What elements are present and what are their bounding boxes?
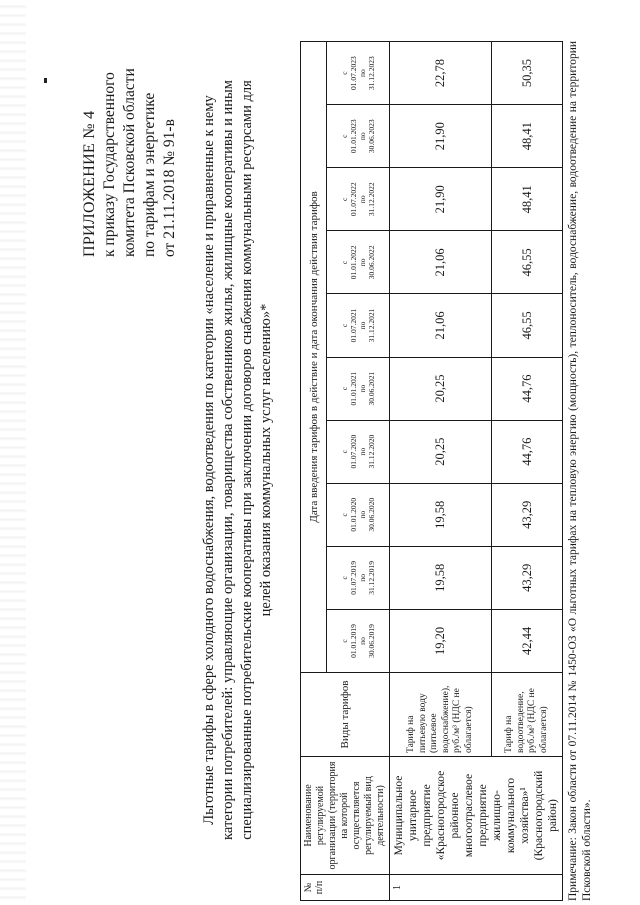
period-from: с bbox=[340, 197, 350, 201]
tariff-value: 46,55 bbox=[492, 231, 563, 294]
period-d1: 01.07.2019 bbox=[349, 560, 359, 595]
period-header bbox=[327, 42, 390, 105]
period-d2: 31.12.2020 bbox=[367, 434, 377, 469]
period-header bbox=[327, 294, 390, 357]
period-d2: 30.06.2022 bbox=[367, 245, 377, 280]
period-from: с bbox=[340, 450, 350, 454]
tariff-value: 48,41 bbox=[492, 168, 563, 231]
period-from: с bbox=[340, 260, 350, 265]
period-to: по bbox=[358, 258, 368, 267]
period-d2: 31.12.2021 bbox=[367, 308, 377, 343]
header-organization: Наименование регулируемой организации (территория на которой осуществляется регулируемый вид деятельности) bbox=[301, 757, 390, 875]
period-from: с bbox=[340, 134, 350, 138]
header-dates: Дата введения тарифов в действие и дата окончания действия тарифов bbox=[301, 42, 327, 673]
appendix-block bbox=[80, 17, 180, 257]
period-to: по bbox=[358, 573, 368, 582]
period-d1: 01.01.2023 bbox=[349, 119, 359, 154]
period-from: с bbox=[340, 513, 350, 517]
period-header bbox=[327, 357, 390, 420]
tariff-value: 21,90 bbox=[390, 105, 492, 168]
tariff-value: 44,76 bbox=[492, 357, 563, 420]
period-header bbox=[327, 105, 390, 168]
period-d1: 01.01.2022 bbox=[349, 245, 359, 280]
period-to: по bbox=[358, 447, 368, 456]
organization-name: Муниципальное унитарное предприятие «Красногородское районное многоотраслевое предприятие жилищно-коммунального хозяйства»¹ (Красногородский район) bbox=[390, 757, 563, 875]
period-header bbox=[327, 609, 390, 672]
period-d2: 30.06.2019 bbox=[367, 624, 377, 658]
period-d1: 01.07.2020 bbox=[349, 434, 359, 469]
period-to: по bbox=[358, 195, 368, 204]
tariff-value: 21,90 bbox=[390, 168, 492, 231]
appendix-title: ПРИЛОЖЕНИЕ № 4 bbox=[81, 110, 98, 257]
period-d2: 30.06.2023 bbox=[367, 119, 377, 154]
period-d2: 31.12.2023 bbox=[367, 56, 377, 90]
period-from: с bbox=[340, 576, 350, 580]
period-d1: 01.07.2021 bbox=[349, 308, 359, 343]
period-header bbox=[327, 420, 390, 483]
period-to: по bbox=[358, 321, 368, 330]
period-header bbox=[327, 168, 390, 231]
period-to: по bbox=[358, 132, 368, 141]
period-to: по bbox=[358, 637, 368, 645]
tariff-value: 19,20 bbox=[390, 609, 492, 672]
header-tariff-types: Виды тарифов bbox=[301, 673, 390, 757]
period-d1: 01.01.2021 bbox=[349, 371, 359, 406]
tariff-value: 43,29 bbox=[492, 546, 563, 609]
period-header bbox=[327, 231, 390, 294]
table-header-row bbox=[301, 42, 327, 901]
tariff-type: Тариф на питьевую воду (питьевое водоснабжение), руб./м³ (НДС не облагается) bbox=[390, 673, 492, 757]
row-number: 1 bbox=[390, 875, 563, 901]
period-header bbox=[327, 546, 390, 609]
period-d1: 01.07.2023 bbox=[349, 56, 359, 90]
tariff-value: 20,25 bbox=[390, 420, 492, 483]
tariff-value: 46,55 bbox=[492, 294, 563, 357]
tariff-table bbox=[300, 41, 563, 901]
footnote: Примечание: Закон области от 07.11.2014 № 1450-ОЗ «О льготных тарифах на тепловую энергию (мощность), теплоноситель, водоснабжение, водоотведение на территории Псковской области». bbox=[567, 41, 593, 901]
tariff-value: 19,58 bbox=[390, 483, 492, 546]
table-row bbox=[390, 42, 492, 901]
tariff-value: 50,35 bbox=[492, 42, 563, 105]
tariff-value: 21,06 bbox=[390, 294, 492, 357]
tariff-value: 21,06 bbox=[390, 231, 492, 294]
tariff-value: 42,44 bbox=[492, 609, 563, 672]
period-from: с bbox=[340, 386, 350, 391]
period-to: по bbox=[358, 69, 368, 77]
appendix-line-3: по тарифам и энергетике bbox=[141, 92, 158, 257]
tariff-value: 22,78 bbox=[390, 42, 492, 105]
period-from: с bbox=[340, 71, 350, 75]
period-d1: 01.01.2020 bbox=[349, 497, 359, 532]
period-header bbox=[327, 483, 390, 546]
period-to: по bbox=[358, 384, 368, 393]
tariff-value: 44,76 bbox=[492, 420, 563, 483]
tariff-value: 20,25 bbox=[390, 357, 492, 420]
tariff-value: 43,29 bbox=[492, 483, 563, 546]
appendix-line-4: от 21.11.2018 № 91-в bbox=[161, 119, 178, 257]
period-d2: 31.12.2022 bbox=[367, 182, 377, 217]
period-from: с bbox=[340, 323, 350, 328]
period-d2: 30.06.2020 bbox=[367, 497, 377, 532]
header-num: № п/п bbox=[301, 875, 390, 901]
tariff-value: 19,58 bbox=[390, 546, 492, 609]
period-d2: 30.06.2021 bbox=[367, 371, 377, 406]
period-to: по bbox=[358, 510, 368, 519]
appendix-line-1: к приказу Государственного bbox=[101, 72, 118, 257]
period-d1: 01.01.2019 bbox=[349, 624, 359, 658]
period-from: с bbox=[340, 639, 350, 643]
appendix-line-2: комитета Псковской области bbox=[121, 68, 138, 257]
document-heading: Льготные тарифы в сфере холодного водоснабжения, водоотведения по категории «население и приравненные к нему категории потребителей: управляющие организации, товарищества собственников жилья, жилищные кооперативы и иным специализированные потребительские кооперативы при заключении договоров снабжения коммунальными ресурсами для целей оказания коммунальных услуг населению»* bbox=[201, 80, 274, 840]
period-d2: 31.12.2019 bbox=[367, 560, 377, 595]
tariff-value: 48,41 bbox=[492, 105, 563, 168]
tariff-type: Тариф на водоотведение, руб./м³ (НДС не облагается) bbox=[492, 673, 563, 757]
period-d1: 01.07.2022 bbox=[349, 182, 359, 217]
